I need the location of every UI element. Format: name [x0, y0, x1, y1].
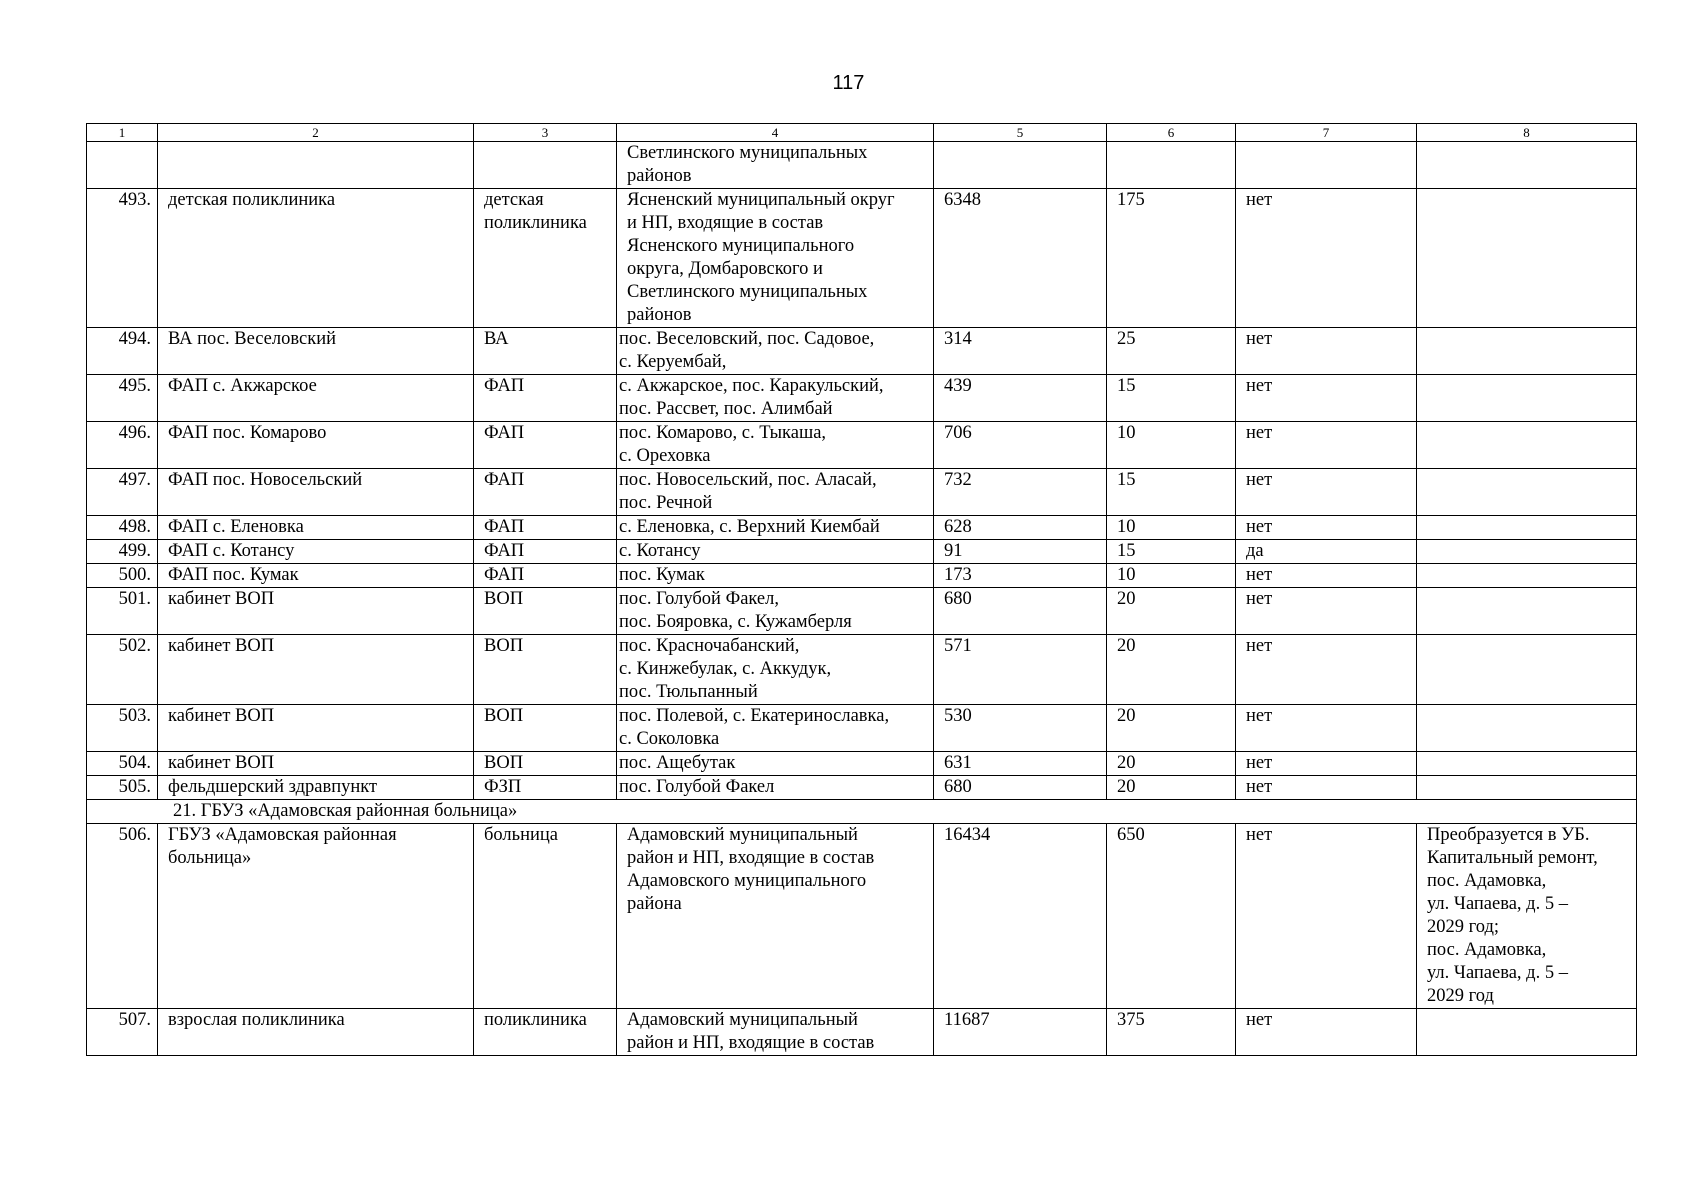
facility-name-cell — [158, 142, 474, 189]
row-number-cell: 505. — [87, 776, 158, 800]
column-7-cell: нет — [1236, 824, 1417, 1009]
column-7-cell: нет — [1236, 375, 1417, 422]
column-6-cell: 15 — [1107, 469, 1236, 516]
section-title: 21. ГБУЗ «Адамовская районная больница» — [87, 800, 1637, 824]
facility-name-cell: ФАП с. Котансу — [158, 540, 474, 564]
column-7-cell: нет — [1236, 469, 1417, 516]
facility-type-cell: ВОП — [474, 588, 617, 635]
column-7-cell: нет — [1236, 705, 1417, 752]
column-number-header: 7 — [1236, 124, 1417, 142]
row-number-cell: 500. — [87, 564, 158, 588]
column-7-cell: нет — [1236, 328, 1417, 375]
column-6-cell: 20 — [1107, 705, 1236, 752]
facility-name-cell: ФАП пос. Новосельский — [158, 469, 474, 516]
column-6-cell: 175 — [1107, 189, 1236, 328]
column-7-cell: нет — [1236, 776, 1417, 800]
notes-cell — [1417, 142, 1637, 189]
column-6-cell: 15 — [1107, 375, 1236, 422]
column-5-cell: 173 — [934, 564, 1107, 588]
notes-cell — [1417, 752, 1637, 776]
service-area-cell: пос. Веселовский, пос. Садовое, с. Керуембай, — [617, 328, 934, 375]
column-6-cell: 10 — [1107, 564, 1236, 588]
service-area-cell: с. Котансу — [617, 540, 934, 564]
facility-type-cell: детская поликлиника — [474, 189, 617, 328]
section-row — [87, 800, 1637, 824]
facility-type-cell: ФЗП — [474, 776, 617, 800]
column-7-cell: нет — [1236, 564, 1417, 588]
service-area-cell: Адамовский муниципальный район и НП, входящие в состав — [617, 1009, 934, 1056]
notes-cell — [1417, 375, 1637, 422]
column-5-cell: 680 — [934, 588, 1107, 635]
row-number-cell: 496. — [87, 422, 158, 469]
service-area-cell: пос. Ащебутак — [617, 752, 934, 776]
service-area-cell: с. Еленовка, с. Верхний Киембай — [617, 516, 934, 540]
column-6-cell: 375 — [1107, 1009, 1236, 1056]
column-7-cell — [1236, 142, 1417, 189]
row-number-cell: 506. — [87, 824, 158, 1009]
row-number-cell: 503. — [87, 705, 158, 752]
table-row — [87, 588, 1637, 635]
facility-type-cell: ФАП — [474, 422, 617, 469]
row-number-cell: 494. — [87, 328, 158, 375]
table-body — [87, 124, 1637, 1056]
column-5-cell — [934, 142, 1107, 189]
column-6-cell — [1107, 142, 1236, 189]
service-area-cell: пос. Красночабанский, с. Кинжебулак, с. Аккудук, пос. Тюльпанный — [617, 635, 934, 705]
column-5-cell: 16434 — [934, 824, 1107, 1009]
notes-cell — [1417, 776, 1637, 800]
column-number-header: 2 — [158, 124, 474, 142]
column-number-header: 6 — [1107, 124, 1236, 142]
column-number-header: 3 — [474, 124, 617, 142]
facility-type-cell: ФАП — [474, 516, 617, 540]
column-7-cell: нет — [1236, 422, 1417, 469]
table-row — [87, 422, 1637, 469]
table-row — [87, 189, 1637, 328]
facility-type-cell: ВОП — [474, 705, 617, 752]
facility-type-cell: ВОП — [474, 635, 617, 705]
table-row — [87, 564, 1637, 588]
column-5-cell: 91 — [934, 540, 1107, 564]
column-5-cell: 530 — [934, 705, 1107, 752]
notes-cell — [1417, 516, 1637, 540]
facility-name-cell: ФАП с. Акжарское — [158, 375, 474, 422]
table-row — [87, 328, 1637, 375]
facility-name-cell: кабинет ВОП — [158, 752, 474, 776]
facility-name-cell: ФАП пос. Кумак — [158, 564, 474, 588]
service-area-cell: Светлинского муниципальных районов — [617, 142, 934, 189]
column-6-cell: 25 — [1107, 328, 1236, 375]
service-area-cell: пос. Голубой Факел, пос. Бояровка, с. Кужамберля — [617, 588, 934, 635]
notes-cell — [1417, 469, 1637, 516]
column-5-cell: 6348 — [934, 189, 1107, 328]
data-table — [86, 123, 1637, 1056]
service-area-cell: пос. Полевой, с. Екатеринославка, с. Соколовка — [617, 705, 934, 752]
facility-type-cell: ФАП — [474, 540, 617, 564]
table-row — [87, 752, 1637, 776]
table-row — [87, 635, 1637, 705]
service-area-cell: с. Акжарское, пос. Каракульский, пос. Рассвет, пос. Алимбай — [617, 375, 934, 422]
table-row — [87, 469, 1637, 516]
facility-type-cell: ФАП — [474, 564, 617, 588]
facility-type-cell: ВА — [474, 328, 617, 375]
column-6-cell: 20 — [1107, 588, 1236, 635]
column-number-header: 8 — [1417, 124, 1637, 142]
row-number-cell: 495. — [87, 375, 158, 422]
service-area-cell: Адамовский муниципальный район и НП, входящие в состав Адамовского муниципального района — [617, 824, 934, 1009]
facility-name-cell: ВА пос. Веселовский — [158, 328, 474, 375]
notes-cell: Преобразуется в УБ. Капитальный ремонт, пос. Адамовка, ул. Чапаева, д. 5 – 2029 год; пос. Адамовка, ул. Чапаева, д. 5 – 2029 год — [1417, 824, 1637, 1009]
row-number-cell: 497. — [87, 469, 158, 516]
facility-type-cell: ВОП — [474, 752, 617, 776]
row-number-cell: 502. — [87, 635, 158, 705]
row-number-cell: 504. — [87, 752, 158, 776]
column-5-cell: 680 — [934, 776, 1107, 800]
column-6-cell: 20 — [1107, 635, 1236, 705]
facility-name-cell: ФАП пос. Комарово — [158, 422, 474, 469]
row-number-cell: 501. — [87, 588, 158, 635]
row-number-cell: 499. — [87, 540, 158, 564]
table-row — [87, 705, 1637, 752]
facility-type-cell: ФАП — [474, 469, 617, 516]
column-6-cell: 15 — [1107, 540, 1236, 564]
column-5-cell: 11687 — [934, 1009, 1107, 1056]
facility-name-cell: кабинет ВОП — [158, 588, 474, 635]
page-number: 117 — [832, 72, 865, 94]
column-5-cell: 571 — [934, 635, 1107, 705]
column-6-cell: 650 — [1107, 824, 1236, 1009]
facility-type-cell — [474, 142, 617, 189]
notes-cell — [1417, 588, 1637, 635]
table-row — [87, 1009, 1637, 1056]
facility-name-cell: фельдшерский здравпункт — [158, 776, 474, 800]
facility-name-cell: детская поликлиника — [158, 189, 474, 328]
table-row — [87, 516, 1637, 540]
column-number-row — [87, 124, 1637, 142]
service-area-cell: Ясненский муниципальный округ и НП, входящие в состав Ясненского муниципального округа, Домбаровского и Светлинского муниципальных районов — [617, 189, 934, 328]
facility-name-cell: кабинет ВОП — [158, 705, 474, 752]
table-row — [87, 776, 1637, 800]
column-7-cell: нет — [1236, 1009, 1417, 1056]
notes-cell — [1417, 564, 1637, 588]
service-area-cell: пос. Комарово, с. Тыкаша, с. Ореховка — [617, 422, 934, 469]
column-7-cell: нет — [1236, 189, 1417, 328]
column-7-cell: нет — [1236, 516, 1417, 540]
row-number-cell — [87, 142, 158, 189]
table-row — [87, 142, 1637, 189]
notes-cell — [1417, 705, 1637, 752]
facility-type-cell: поликлиника — [474, 1009, 617, 1056]
row-number-cell: 498. — [87, 516, 158, 540]
notes-cell — [1417, 189, 1637, 328]
facility-name-cell: ФАП с. Еленовка — [158, 516, 474, 540]
service-area-cell: пос. Голубой Факел — [617, 776, 934, 800]
service-area-cell: пос. Новосельский, пос. Аласай, пос. Речной — [617, 469, 934, 516]
row-number-cell: 493. — [87, 189, 158, 328]
column-5-cell: 631 — [934, 752, 1107, 776]
notes-cell — [1417, 1009, 1637, 1056]
column-6-cell: 20 — [1107, 752, 1236, 776]
column-7-cell: нет — [1236, 752, 1417, 776]
column-6-cell: 10 — [1107, 422, 1236, 469]
column-6-cell: 20 — [1107, 776, 1236, 800]
column-5-cell: 706 — [934, 422, 1107, 469]
row-number-cell: 507. — [87, 1009, 158, 1056]
column-number-header: 1 — [87, 124, 158, 142]
column-7-cell: да — [1236, 540, 1417, 564]
table-row — [87, 375, 1637, 422]
column-7-cell: нет — [1236, 635, 1417, 705]
column-6-cell: 10 — [1107, 516, 1236, 540]
column-number-header: 4 — [617, 124, 934, 142]
column-5-cell: 439 — [934, 375, 1107, 422]
notes-cell — [1417, 635, 1637, 705]
column-number-header: 5 — [934, 124, 1107, 142]
column-5-cell: 628 — [934, 516, 1107, 540]
facility-type-cell: больница — [474, 824, 617, 1009]
notes-cell — [1417, 328, 1637, 375]
facility-name-cell: ГБУЗ «Адамовская районная больница» — [158, 824, 474, 1009]
facility-name-cell: кабинет ВОП — [158, 635, 474, 705]
table-row — [87, 540, 1637, 564]
column-5-cell: 732 — [934, 469, 1107, 516]
notes-cell — [1417, 540, 1637, 564]
notes-cell — [1417, 422, 1637, 469]
column-7-cell: нет — [1236, 588, 1417, 635]
facility-type-cell: ФАП — [474, 375, 617, 422]
service-area-cell: пос. Кумак — [617, 564, 934, 588]
column-5-cell: 314 — [934, 328, 1107, 375]
facility-name-cell: взрослая поликлиника — [158, 1009, 474, 1056]
table-row — [87, 824, 1637, 1009]
